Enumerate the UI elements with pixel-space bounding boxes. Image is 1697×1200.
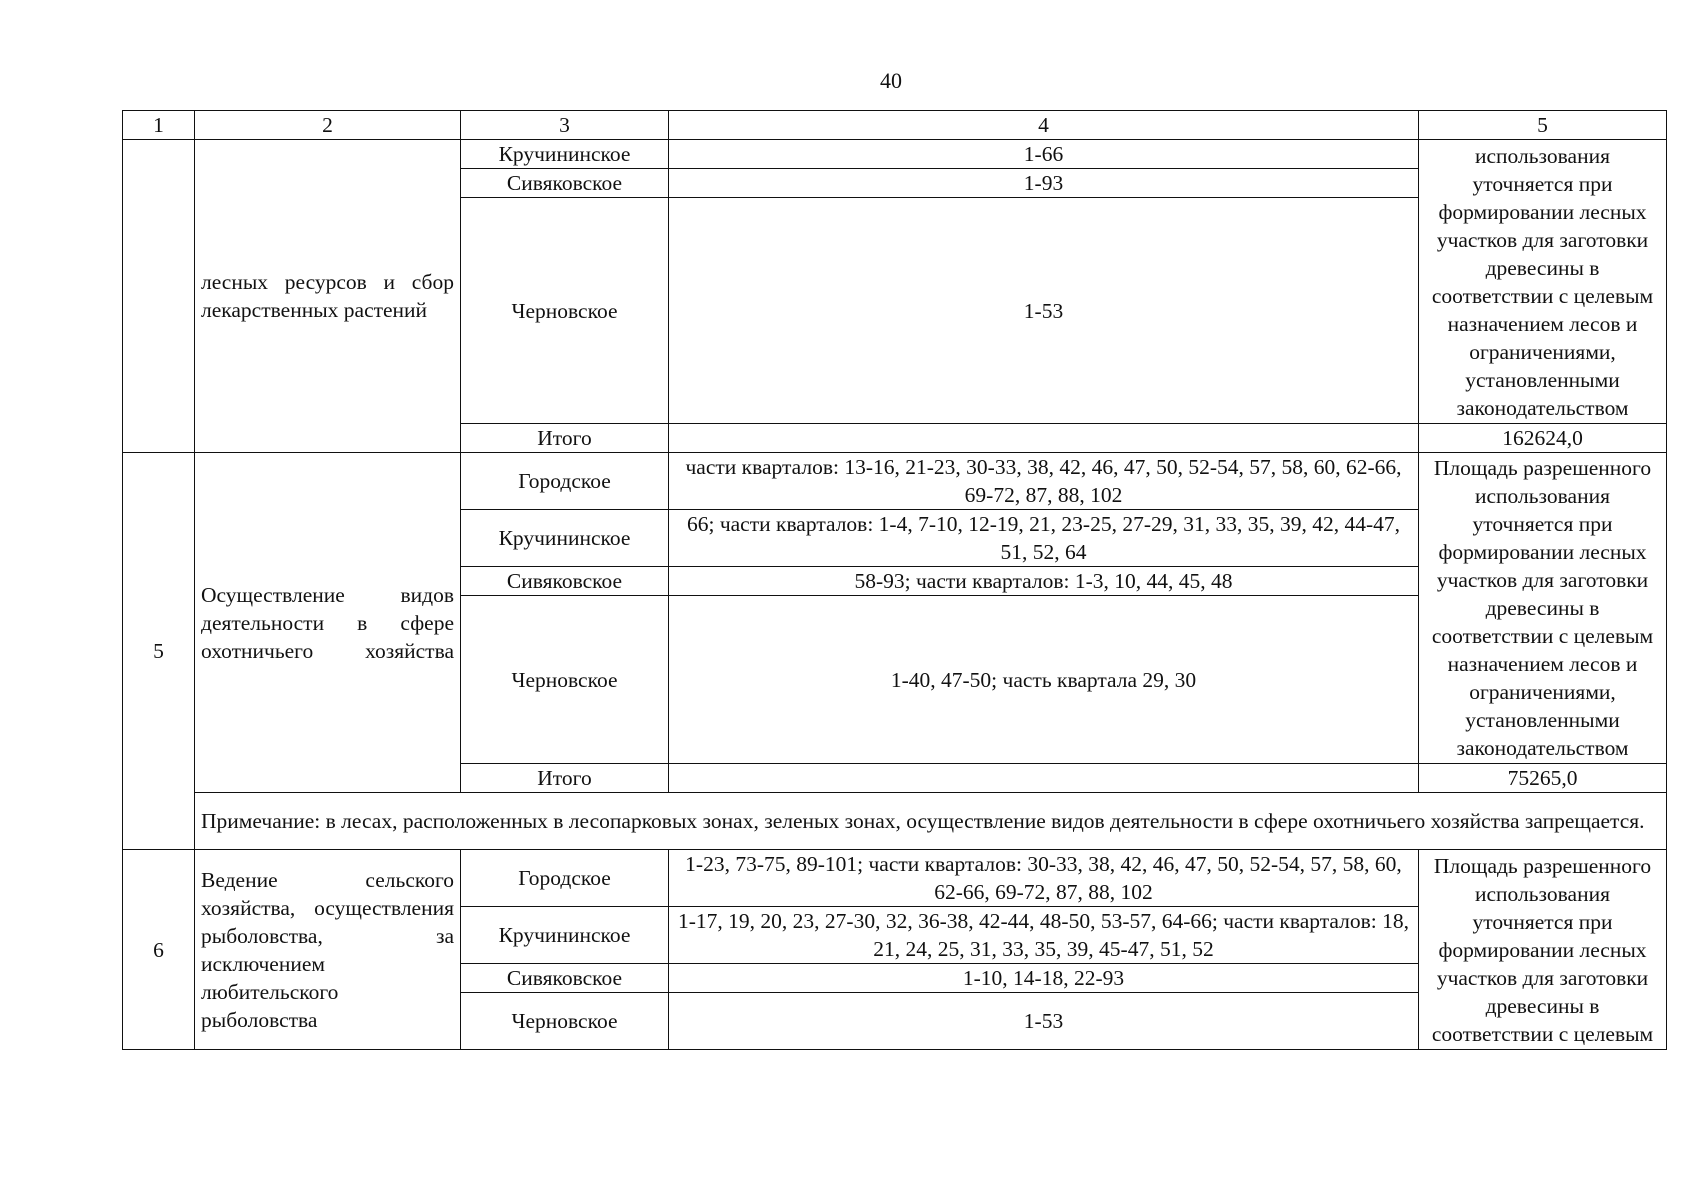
- district-cell: Сивяковское: [461, 567, 669, 596]
- usage-note-cell: Площадь разрешенного использования уточняется при формировании лесных участков для заготовки древесины в соответствии с целевым назначением лесов и ограничениями, установленными законодательством: [1419, 453, 1667, 764]
- header-col-1: 1: [123, 111, 195, 140]
- total-value: 162624,0: [1419, 424, 1667, 453]
- quarters-cell: 58-93; части кварталов: 1-3, 10, 44, 45, 48: [669, 567, 1419, 596]
- activity-cell: лесных ресурсов и сбор лекарственных растений: [195, 140, 461, 453]
- district-cell: Сивяковское: [461, 169, 669, 198]
- activity-cell: Осуществление видов деятельности в сфере охотничьего хозяйства: [195, 453, 461, 793]
- district-cell: Черновское: [461, 596, 669, 764]
- quarters-cell: 1-40, 47-50; часть квартала 29, 30: [669, 596, 1419, 764]
- quarters-cell: 1-53: [669, 198, 1419, 424]
- district-cell: Кручининское: [461, 140, 669, 169]
- remark-cell: Примечание: в лесах, расположенных в лесопарковых зонах, зеленых зонах, осуществление видов деятельности в сфере охотничьего хозяйства запрещается.: [195, 793, 1667, 850]
- header-row: [123, 111, 1667, 140]
- header-col-3: 3: [461, 111, 669, 140]
- page-number: 40: [880, 68, 902, 93]
- total-label: Итого: [461, 764, 669, 793]
- quarters-cell: 1-53: [669, 993, 1419, 1050]
- district-cell: Черновское: [461, 198, 669, 424]
- row-number-cell: [123, 140, 195, 453]
- district-cell: Кручининское: [461, 907, 669, 964]
- quarters-cell: 1-17, 19, 20, 23, 27-30, 32, 36-38, 42-44, 48-50, 53-57, 64-66; части кварталов: 18, 21, 24, 25, 31, 33, 35, 39, 45-47, 51, 52: [669, 907, 1419, 964]
- forest-use-table: [122, 110, 1667, 1050]
- usage-note-cell: использования уточняется при формировании лесных участков для заготовки древесины в соответствии с целевым назначением лесов и ограничениями, установленными законодательством: [1419, 140, 1667, 424]
- district-cell: Черновское: [461, 993, 669, 1050]
- usage-note-cell: Площадь разрешенного использования уточняется при формировании лесных участков для заготовки древесины в соответствии с целевым: [1419, 850, 1667, 1050]
- row-number-cell: 6: [123, 850, 195, 1050]
- total-value: 75265,0: [1419, 764, 1667, 793]
- row-number-cell: 5: [123, 453, 195, 850]
- quarters-cell: 1-66: [669, 140, 1419, 169]
- district-cell: Кручининское: [461, 510, 669, 567]
- total-empty-cell: [669, 424, 1419, 453]
- header-col-5: 5: [1419, 111, 1667, 140]
- quarters-cell: 1-10, 14-18, 22-93: [669, 964, 1419, 993]
- table-row: [123, 453, 1667, 510]
- quarters-cell: 1-23, 73-75, 89-101; части кварталов: 30-33, 38, 42, 46, 47, 50, 52-54, 57, 58, 60, 62-66, 69-72, 87, 88, 102: [669, 850, 1419, 907]
- table-row: [123, 850, 1667, 907]
- table-row: [123, 140, 1667, 169]
- header-col-4: 4: [669, 111, 1419, 140]
- total-empty-cell: [669, 764, 1419, 793]
- remark-row: [123, 793, 1667, 850]
- district-cell: Городское: [461, 850, 669, 907]
- quarters-cell: части кварталов: 13-16, 21-23, 30-33, 38, 42, 46, 47, 50, 52-54, 57, 58, 60, 62-66, 69-72, 87, 88, 102: [669, 453, 1419, 510]
- district-cell: Городское: [461, 453, 669, 510]
- district-cell: Сивяковское: [461, 964, 669, 993]
- total-label: Итого: [461, 424, 669, 453]
- activity-cell: Ведение сельского хозяйства, осуществления рыболовства, за исключением любительского рыболовства: [195, 850, 461, 1050]
- header-col-2: 2: [195, 111, 461, 140]
- quarters-cell: 1-93: [669, 169, 1419, 198]
- quarters-cell: 66; части кварталов: 1-4, 7-10, 12-19, 21, 23-25, 27-29, 31, 33, 35, 39, 42, 44-47, 51, 52, 64: [669, 510, 1419, 567]
